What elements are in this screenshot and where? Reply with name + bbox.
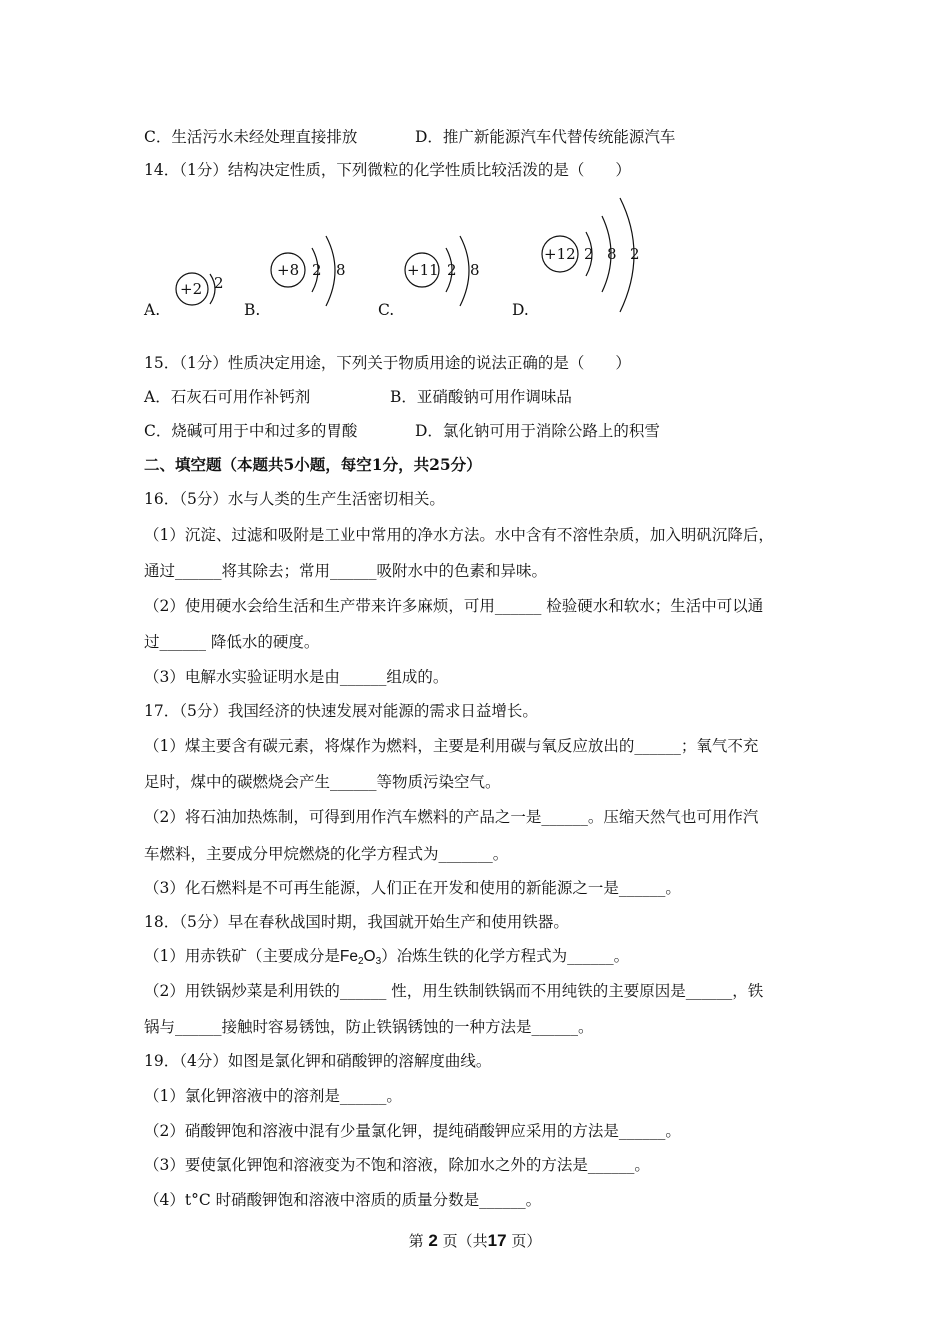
- footer-page-number: 2: [428, 1231, 438, 1250]
- q19-stem: 19．（4分）如图是氯化钾和硝酸钾的溶解度曲线。: [144, 1052, 492, 1070]
- atom-structure-c: [402, 232, 492, 312]
- section-heading: 二、填空题（本题共5小题，每空1分，共25分）: [144, 455, 482, 474]
- atom-d-shell-1: 2: [584, 245, 594, 263]
- atom-b-shell-1: 2: [312, 261, 322, 279]
- q18-line-3: 锅与______接触时容易锈蚀，防止铁锅锈蚀的一种方法是______。: [144, 1018, 594, 1036]
- q19-line-3: （3）要使氯化钾饱和溶液变为不饱和溶液，除加水之外的方法是______。: [144, 1156, 650, 1174]
- q16-line-5: （3）电解水实验证明水是由______组成的。: [144, 668, 449, 686]
- q13-option-d: D．推广新能源汽车代替传统能源汽车: [415, 128, 676, 146]
- formula-fe2o3: [340, 948, 381, 965]
- atom-c-shell-1: 2: [447, 261, 457, 279]
- footer-post: 页）: [511, 1232, 542, 1250]
- q14-label-b: B.: [244, 301, 261, 319]
- q19-line-1: （1）氯化钾溶液中的溶剂是______。: [144, 1087, 402, 1105]
- q17-line-4: 车燃料，主要成分甲烷燃烧的化学方程式为_______。: [144, 845, 509, 863]
- q16-line-2: 通过______将其除去；常用______吸附水中的色素和异味。: [144, 562, 548, 580]
- q14-label-d: D.: [512, 301, 529, 319]
- atom-structure-d: [538, 194, 658, 316]
- q14-label-c: C.: [378, 301, 395, 319]
- atom-a-shell-1: 2: [214, 274, 224, 292]
- atom-structure-b: [268, 232, 358, 312]
- q18-line-1: [144, 946, 629, 972]
- q17-line-2: 足时，煤中的碳燃烧会产生______等物质污染空气。: [144, 773, 501, 791]
- atom-d-nucleus: +12: [544, 245, 576, 263]
- footer-total-pages: 17: [487, 1231, 507, 1250]
- q17-line-5: （3）化石燃料是不可再生能源，人们正在开发和使用的新能源之一是______。: [144, 879, 681, 897]
- atom-b-nucleus: +8: [277, 261, 300, 279]
- formula-fe: Fe: [339, 948, 358, 965]
- formula-sub-3: 3: [375, 956, 382, 967]
- q18-stem: 18．（5分）早在春秋战国时期，我国就开始生产和使用铁器。: [144, 913, 569, 931]
- q18-line-2: （2）用铁锅炒菜是利用铁的______ 性，用生铁制铁锅而不用纯铁的主要原因是______，铁: [144, 982, 764, 1000]
- atom-d-shell-2: 8: [607, 245, 617, 263]
- q15-option-c: C．烧碱可用于中和过多的胃酸: [144, 422, 358, 440]
- q14-label-a: A.: [144, 301, 161, 319]
- footer-pre: 第: [408, 1232, 424, 1250]
- q17-line-1: （1）煤主要含有碳元素，将煤作为燃料，主要是利用碳与氧反应放出的______；氧气不充: [144, 737, 759, 755]
- footer-mid: 页（共: [442, 1232, 488, 1250]
- atom-b-shell-2: 8: [336, 261, 346, 279]
- formula-sub-2: 2: [357, 956, 364, 967]
- q19-line-4: （4）t°C 时硝酸钾饱和溶液中溶质的质量分数是______。: [144, 1191, 542, 1209]
- q18-line-1-suffix: ）冶炼生铁的化学方程式为______。: [381, 947, 630, 965]
- q15-option-d: D．氯化钠可用于消除公路上的积雪: [415, 422, 660, 440]
- q17-line-3: （2）将石油加热炼制，可得到用作汽车燃料的产品之一是______。压缩天然气也可用作汽: [144, 808, 759, 826]
- q16-stem: 16．（5分）水与人类的生产生活密切相关。: [144, 490, 445, 508]
- formula-o: O: [363, 948, 376, 965]
- q15-stem: 15．（1分）性质决定用途，下列关于物质用途的说法正确的是（ ）: [144, 354, 631, 372]
- q15-option-a: A．石灰石可用作补钙剂: [144, 388, 311, 406]
- page-footer: [0, 1230, 950, 1251]
- q16-line-4: 过______ 降低水的硬度。: [144, 633, 320, 651]
- atom-c-nucleus: +11: [407, 261, 439, 279]
- q15-option-b: B．亚硝酸钠可用作调味品: [390, 388, 572, 406]
- q19-line-2: （2）硝酸钾饱和溶液中混有少量氯化钾，提纯硝酸钾应采用的方法是______。: [144, 1122, 681, 1140]
- atom-a-nucleus: +2: [180, 280, 203, 298]
- atom-c-shell-2: 8: [470, 261, 480, 279]
- q16-line-3: （2）使用硬水会给生活和生产带来许多麻烦，可用______ 检验硬水和软水；生活中可以通: [144, 597, 764, 615]
- q14-stem: 14．（1分）结构决定性质，下列微粒的化学性质比较活泼的是（ ）: [144, 161, 631, 179]
- atom-structure-a: [170, 262, 240, 317]
- q18-line-1-prefix: （1）用赤铁矿（主要成分是: [144, 947, 340, 965]
- atom-d-shell-3: 2: [630, 245, 640, 263]
- q17-stem: 17．（5分）我国经济的快速发展对能源的需求日益增长。: [144, 702, 538, 720]
- q13-option-c: C．生活污水未经处理直接排放: [144, 128, 358, 146]
- q16-line-1: （1）沉淀、过滤和吸附是工业中常用的净水方法。水中含有不溶性杂质，加入明矾沉降后，: [144, 526, 774, 544]
